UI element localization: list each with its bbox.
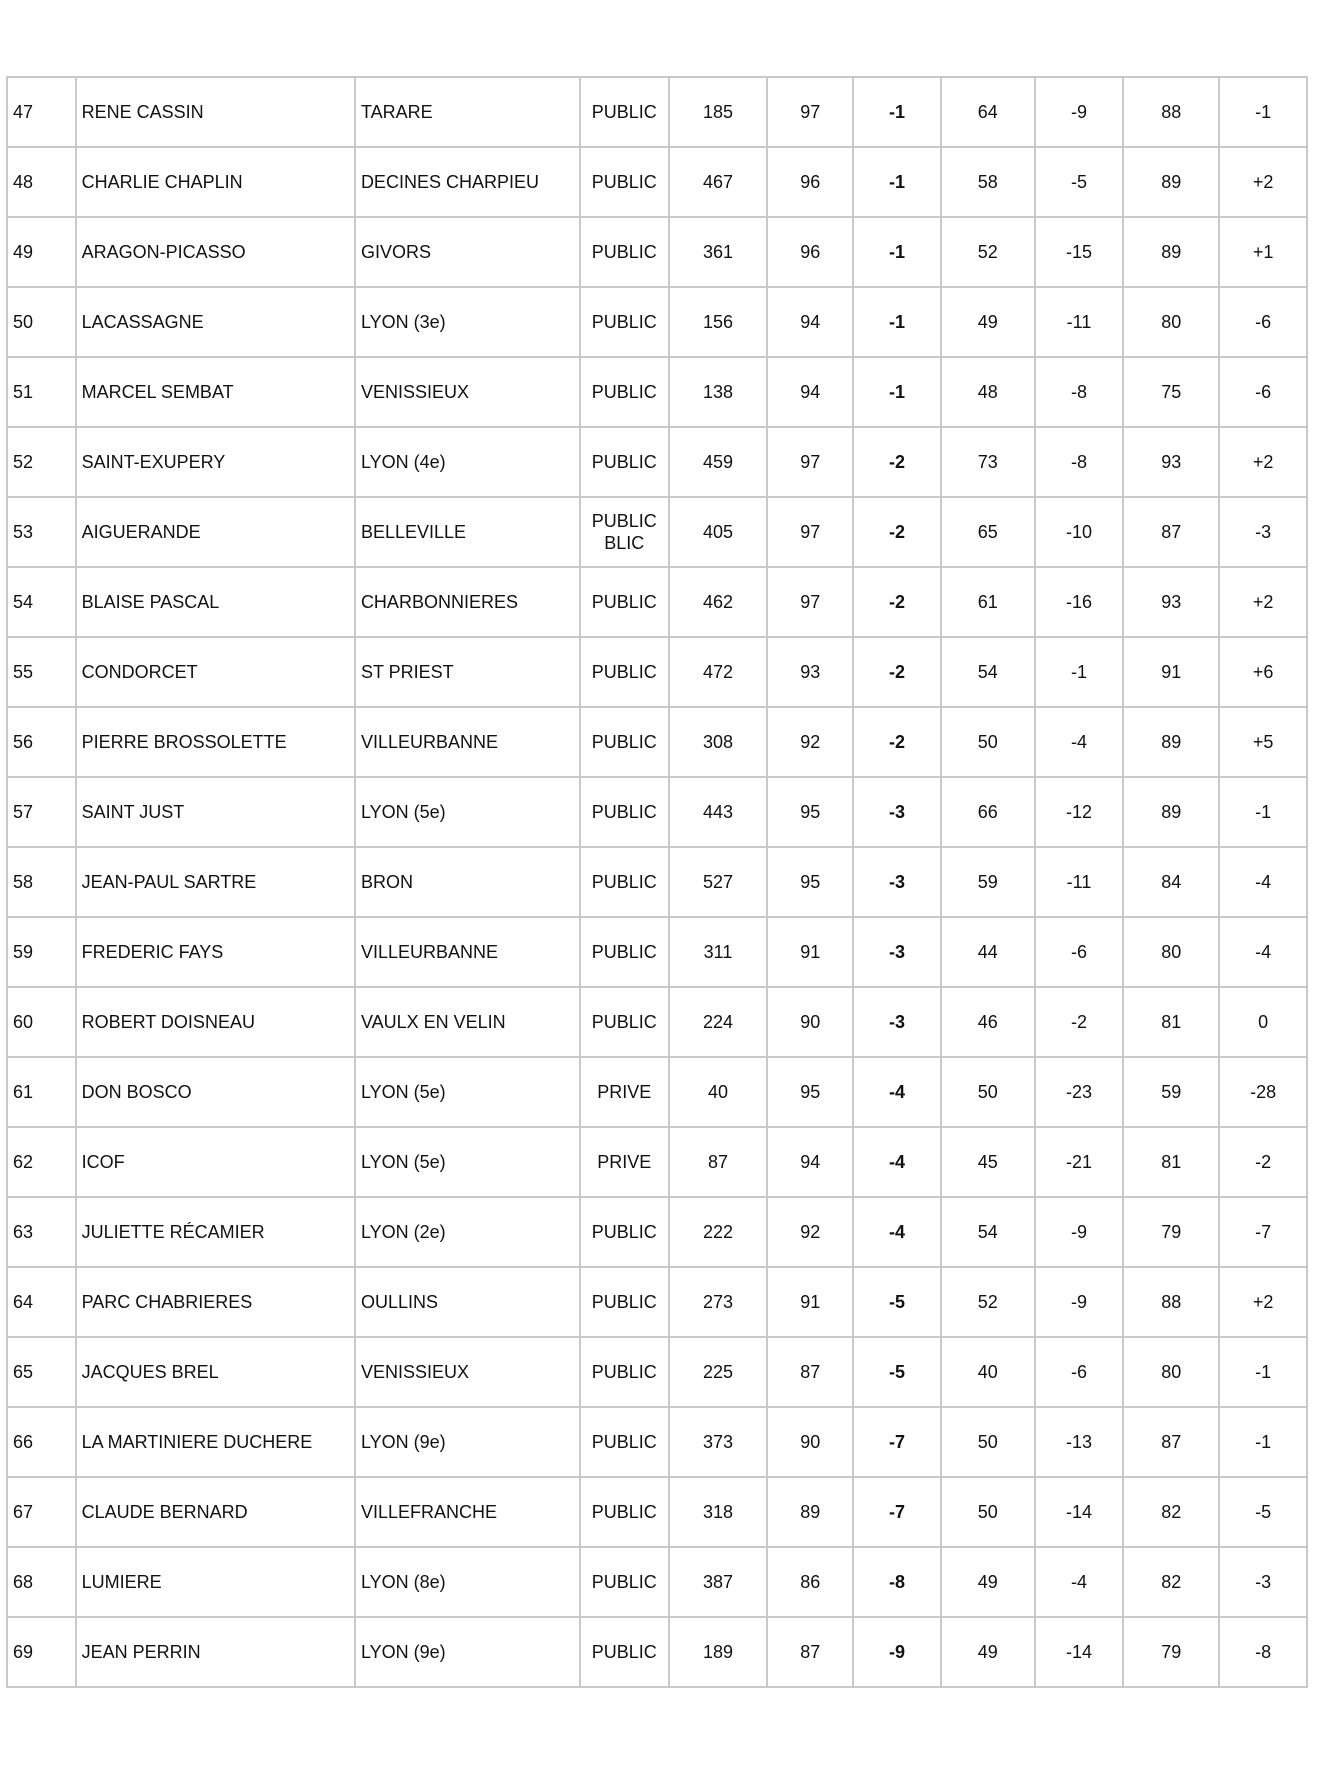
value-cell-2: 93 bbox=[767, 637, 853, 707]
table-row bbox=[7, 147, 1307, 217]
school-name-cell: AIGUERANDE bbox=[76, 497, 355, 567]
value-cell-6: 59 bbox=[1123, 1057, 1219, 1127]
value-cell-3: -1 bbox=[853, 287, 941, 357]
value-cell-7: -8 bbox=[1219, 1617, 1307, 1687]
value-cell-6: 79 bbox=[1123, 1617, 1219, 1687]
rank-cell: 58 bbox=[7, 847, 76, 917]
sector-cell: PUBLIC bbox=[580, 1617, 669, 1687]
value-cell-3: -3 bbox=[853, 847, 941, 917]
value-cell-2: 94 bbox=[767, 357, 853, 427]
value-cell-3: -1 bbox=[853, 357, 941, 427]
value-cell-3: -2 bbox=[853, 427, 941, 497]
value-cell-5: -12 bbox=[1035, 777, 1124, 847]
city-cell: LYON (5e) bbox=[355, 1057, 580, 1127]
value-cell-7: +1 bbox=[1219, 217, 1307, 287]
value-cell-3: -4 bbox=[853, 1057, 941, 1127]
value-cell-1: 87 bbox=[669, 1127, 768, 1197]
value-cell-7: -2 bbox=[1219, 1127, 1307, 1197]
city-cell: DECINES CHARPIEU bbox=[355, 147, 580, 217]
school-name-cell: ROBERT DOISNEAU bbox=[76, 987, 355, 1057]
rank-cell: 68 bbox=[7, 1547, 76, 1617]
rank-cell: 51 bbox=[7, 357, 76, 427]
value-cell-6: 75 bbox=[1123, 357, 1219, 427]
city-cell: VILLEURBANNE bbox=[355, 707, 580, 777]
value-cell-6: 89 bbox=[1123, 707, 1219, 777]
value-cell-1: 527 bbox=[669, 847, 768, 917]
school-name-cell: LACASSAGNE bbox=[76, 287, 355, 357]
value-cell-6: 93 bbox=[1123, 567, 1219, 637]
value-cell-4: 44 bbox=[941, 917, 1035, 987]
value-cell-4: 49 bbox=[941, 287, 1035, 357]
table-row bbox=[7, 1617, 1307, 1687]
value-cell-7: -6 bbox=[1219, 287, 1307, 357]
sector-cell: PUBLIC bbox=[580, 147, 669, 217]
value-cell-5: -4 bbox=[1035, 707, 1124, 777]
value-cell-7: -3 bbox=[1219, 497, 1307, 567]
school-name-cell: DON BOSCO bbox=[76, 1057, 355, 1127]
value-cell-6: 80 bbox=[1123, 917, 1219, 987]
table-row bbox=[7, 847, 1307, 917]
value-cell-1: 373 bbox=[669, 1407, 768, 1477]
value-cell-3: -1 bbox=[853, 147, 941, 217]
value-cell-1: 311 bbox=[669, 917, 768, 987]
rank-cell: 55 bbox=[7, 637, 76, 707]
city-cell: VILLEURBANNE bbox=[355, 917, 580, 987]
sector-cell: PUBLIC bbox=[580, 1267, 669, 1337]
sector-cell: PUBLIC bbox=[580, 427, 669, 497]
rank-cell: 67 bbox=[7, 1477, 76, 1547]
value-cell-5: -6 bbox=[1035, 917, 1124, 987]
value-cell-4: 50 bbox=[941, 707, 1035, 777]
value-cell-5: -14 bbox=[1035, 1617, 1124, 1687]
school-name-cell: SAINT-EXUPERY bbox=[76, 427, 355, 497]
value-cell-5: -10 bbox=[1035, 497, 1124, 567]
value-cell-3: -2 bbox=[853, 707, 941, 777]
value-cell-4: 73 bbox=[941, 427, 1035, 497]
sector-cell: PUBLIC bbox=[580, 567, 669, 637]
value-cell-5: -21 bbox=[1035, 1127, 1124, 1197]
rank-cell: 47 bbox=[7, 77, 76, 147]
ranking-table bbox=[6, 76, 1308, 1688]
table-row bbox=[7, 287, 1307, 357]
sector-cell: PUBLIC bbox=[580, 357, 669, 427]
value-cell-1: 361 bbox=[669, 217, 768, 287]
value-cell-5: -4 bbox=[1035, 1547, 1124, 1617]
sector-cell: PRIVE bbox=[580, 1127, 669, 1197]
city-cell: VAULX EN VELIN bbox=[355, 987, 580, 1057]
school-name-cell: LUMIERE bbox=[76, 1547, 355, 1617]
value-cell-1: 273 bbox=[669, 1267, 768, 1337]
city-cell: LYON (4e) bbox=[355, 427, 580, 497]
value-cell-3: -4 bbox=[853, 1197, 941, 1267]
value-cell-2: 95 bbox=[767, 847, 853, 917]
rank-cell: 60 bbox=[7, 987, 76, 1057]
value-cell-2: 92 bbox=[767, 707, 853, 777]
school-name-cell: CLAUDE BERNARD bbox=[76, 1477, 355, 1547]
sector-cell: PUBLIC bbox=[580, 77, 669, 147]
value-cell-7: -5 bbox=[1219, 1477, 1307, 1547]
value-cell-4: 49 bbox=[941, 1617, 1035, 1687]
value-cell-7: 0 bbox=[1219, 987, 1307, 1057]
value-cell-2: 87 bbox=[767, 1337, 853, 1407]
value-cell-2: 97 bbox=[767, 497, 853, 567]
table-row bbox=[7, 1127, 1307, 1197]
value-cell-4: 45 bbox=[941, 1127, 1035, 1197]
sector-cell: PUBLIC bbox=[580, 707, 669, 777]
value-cell-6: 88 bbox=[1123, 77, 1219, 147]
sector-cell: PUBLIC bbox=[580, 637, 669, 707]
table-row bbox=[7, 707, 1307, 777]
city-cell: LYON (5e) bbox=[355, 777, 580, 847]
table-row bbox=[7, 77, 1307, 147]
value-cell-6: 82 bbox=[1123, 1547, 1219, 1617]
value-cell-1: 467 bbox=[669, 147, 768, 217]
rank-cell: 56 bbox=[7, 707, 76, 777]
school-name-cell: ICOF bbox=[76, 1127, 355, 1197]
city-cell: OULLINS bbox=[355, 1267, 580, 1337]
value-cell-7: +2 bbox=[1219, 567, 1307, 637]
value-cell-1: 462 bbox=[669, 567, 768, 637]
school-name-cell: JACQUES BREL bbox=[76, 1337, 355, 1407]
sector-cell: PUBLIC bbox=[580, 1197, 669, 1267]
sector-cell: PUBLIC bbox=[580, 987, 669, 1057]
value-cell-5: -13 bbox=[1035, 1407, 1124, 1477]
city-cell: LYON (8e) bbox=[355, 1547, 580, 1617]
value-cell-6: 87 bbox=[1123, 497, 1219, 567]
value-cell-1: 443 bbox=[669, 777, 768, 847]
value-cell-3: -2 bbox=[853, 637, 941, 707]
rank-cell: 66 bbox=[7, 1407, 76, 1477]
value-cell-7: -7 bbox=[1219, 1197, 1307, 1267]
value-cell-3: -2 bbox=[853, 497, 941, 567]
value-cell-1: 189 bbox=[669, 1617, 768, 1687]
value-cell-2: 87 bbox=[767, 1617, 853, 1687]
value-cell-5: -2 bbox=[1035, 987, 1124, 1057]
sector-cell: PUBLIC bbox=[580, 1547, 669, 1617]
value-cell-7: +6 bbox=[1219, 637, 1307, 707]
value-cell-2: 86 bbox=[767, 1547, 853, 1617]
value-cell-7: -1 bbox=[1219, 777, 1307, 847]
school-name-cell: CHARLIE CHAPLIN bbox=[76, 147, 355, 217]
table-row bbox=[7, 357, 1307, 427]
value-cell-4: 65 bbox=[941, 497, 1035, 567]
city-cell: VENISSIEUX bbox=[355, 357, 580, 427]
city-cell: GIVORS bbox=[355, 217, 580, 287]
school-name-cell: FREDERIC FAYS bbox=[76, 917, 355, 987]
value-cell-6: 87 bbox=[1123, 1407, 1219, 1477]
value-cell-5: -11 bbox=[1035, 287, 1124, 357]
value-cell-1: 308 bbox=[669, 707, 768, 777]
table-row bbox=[7, 1547, 1307, 1617]
value-cell-4: 54 bbox=[941, 1197, 1035, 1267]
sector-cell: PUBLIC bbox=[580, 1477, 669, 1547]
value-cell-1: 405 bbox=[669, 497, 768, 567]
value-cell-3: -3 bbox=[853, 987, 941, 1057]
value-cell-5: -9 bbox=[1035, 1197, 1124, 1267]
city-cell: VILLEFRANCHE bbox=[355, 1477, 580, 1547]
value-cell-2: 95 bbox=[767, 777, 853, 847]
value-cell-2: 97 bbox=[767, 427, 853, 497]
table-body bbox=[7, 77, 1307, 1687]
value-cell-7: +2 bbox=[1219, 147, 1307, 217]
sector-cell: PUBLIC bbox=[580, 1407, 669, 1477]
value-cell-7: +2 bbox=[1219, 427, 1307, 497]
value-cell-5: -15 bbox=[1035, 217, 1124, 287]
value-cell-7: -4 bbox=[1219, 847, 1307, 917]
value-cell-4: 50 bbox=[941, 1407, 1035, 1477]
school-name-cell: ARAGON-PICASSO bbox=[76, 217, 355, 287]
rank-cell: 59 bbox=[7, 917, 76, 987]
city-cell: TARARE bbox=[355, 77, 580, 147]
value-cell-2: 91 bbox=[767, 1267, 853, 1337]
value-cell-4: 50 bbox=[941, 1057, 1035, 1127]
value-cell-7: -3 bbox=[1219, 1547, 1307, 1617]
school-name-cell: LA MARTINIERE DUCHERE bbox=[76, 1407, 355, 1477]
school-name-cell: BLAISE PASCAL bbox=[76, 567, 355, 637]
value-cell-3: -5 bbox=[853, 1267, 941, 1337]
city-cell: ST PRIEST bbox=[355, 637, 580, 707]
rank-cell: 50 bbox=[7, 287, 76, 357]
rank-cell: 54 bbox=[7, 567, 76, 637]
value-cell-6: 80 bbox=[1123, 1337, 1219, 1407]
value-cell-7: -6 bbox=[1219, 357, 1307, 427]
value-cell-5: -23 bbox=[1035, 1057, 1124, 1127]
value-cell-1: 40 bbox=[669, 1057, 768, 1127]
rank-cell: 62 bbox=[7, 1127, 76, 1197]
rank-cell: 52 bbox=[7, 427, 76, 497]
value-cell-4: 49 bbox=[941, 1547, 1035, 1617]
value-cell-1: 138 bbox=[669, 357, 768, 427]
school-name-cell: PIERRE BROSSOLETTE bbox=[76, 707, 355, 777]
value-cell-7: +2 bbox=[1219, 1267, 1307, 1337]
city-cell: BELLEVILLE bbox=[355, 497, 580, 567]
rank-cell: 48 bbox=[7, 147, 76, 217]
value-cell-1: 472 bbox=[669, 637, 768, 707]
value-cell-4: 40 bbox=[941, 1337, 1035, 1407]
value-cell-4: 52 bbox=[941, 1267, 1035, 1337]
value-cell-1: 387 bbox=[669, 1547, 768, 1617]
value-cell-2: 94 bbox=[767, 287, 853, 357]
value-cell-4: 54 bbox=[941, 637, 1035, 707]
rank-cell: 64 bbox=[7, 1267, 76, 1337]
city-cell: BRON bbox=[355, 847, 580, 917]
value-cell-2: 94 bbox=[767, 1127, 853, 1197]
value-cell-4: 64 bbox=[941, 77, 1035, 147]
value-cell-6: 91 bbox=[1123, 637, 1219, 707]
table-row bbox=[7, 1197, 1307, 1267]
sector-cell: PUBLIC BLIC bbox=[580, 497, 669, 567]
value-cell-5: -1 bbox=[1035, 637, 1124, 707]
value-cell-1: 225 bbox=[669, 1337, 768, 1407]
value-cell-3: -1 bbox=[853, 77, 941, 147]
sector-cell: PUBLIC bbox=[580, 917, 669, 987]
school-name-cell: SAINT JUST bbox=[76, 777, 355, 847]
table-row bbox=[7, 1267, 1307, 1337]
value-cell-1: 222 bbox=[669, 1197, 768, 1267]
value-cell-2: 95 bbox=[767, 1057, 853, 1127]
value-cell-3: -8 bbox=[853, 1547, 941, 1617]
rank-cell: 65 bbox=[7, 1337, 76, 1407]
value-cell-2: 96 bbox=[767, 147, 853, 217]
value-cell-6: 82 bbox=[1123, 1477, 1219, 1547]
table-row bbox=[7, 567, 1307, 637]
value-cell-2: 90 bbox=[767, 1407, 853, 1477]
table-row bbox=[7, 1407, 1307, 1477]
ranking-table-container bbox=[6, 76, 1308, 1688]
school-name-cell: JEAN-PAUL SARTRE bbox=[76, 847, 355, 917]
value-cell-5: -9 bbox=[1035, 1267, 1124, 1337]
value-cell-2: 91 bbox=[767, 917, 853, 987]
city-cell: VENISSIEUX bbox=[355, 1337, 580, 1407]
rank-cell: 53 bbox=[7, 497, 76, 567]
value-cell-6: 79 bbox=[1123, 1197, 1219, 1267]
sector-cell: PUBLIC bbox=[580, 287, 669, 357]
value-cell-4: 52 bbox=[941, 217, 1035, 287]
value-cell-5: -8 bbox=[1035, 357, 1124, 427]
rank-cell: 69 bbox=[7, 1617, 76, 1687]
table-row bbox=[7, 637, 1307, 707]
city-cell: LYON (9e) bbox=[355, 1617, 580, 1687]
rank-cell: 49 bbox=[7, 217, 76, 287]
value-cell-3: -4 bbox=[853, 1127, 941, 1197]
value-cell-4: 46 bbox=[941, 987, 1035, 1057]
value-cell-6: 89 bbox=[1123, 147, 1219, 217]
value-cell-1: 224 bbox=[669, 987, 768, 1057]
value-cell-2: 96 bbox=[767, 217, 853, 287]
value-cell-3: -7 bbox=[853, 1477, 941, 1547]
table-row bbox=[7, 987, 1307, 1057]
rank-cell: 57 bbox=[7, 777, 76, 847]
sector-cell: PRIVE bbox=[580, 1057, 669, 1127]
value-cell-4: 48 bbox=[941, 357, 1035, 427]
rank-cell: 63 bbox=[7, 1197, 76, 1267]
value-cell-2: 89 bbox=[767, 1477, 853, 1547]
value-cell-2: 97 bbox=[767, 77, 853, 147]
value-cell-5: -6 bbox=[1035, 1337, 1124, 1407]
value-cell-3: -9 bbox=[853, 1617, 941, 1687]
table-row bbox=[7, 1337, 1307, 1407]
school-name-cell: JULIETTE RÉCAMIER bbox=[76, 1197, 355, 1267]
value-cell-4: 58 bbox=[941, 147, 1035, 217]
value-cell-7: -1 bbox=[1219, 1407, 1307, 1477]
value-cell-5: -8 bbox=[1035, 427, 1124, 497]
table-row bbox=[7, 427, 1307, 497]
value-cell-2: 90 bbox=[767, 987, 853, 1057]
value-cell-1: 459 bbox=[669, 427, 768, 497]
school-name-cell: PARC CHABRIERES bbox=[76, 1267, 355, 1337]
rank-cell: 61 bbox=[7, 1057, 76, 1127]
value-cell-3: -2 bbox=[853, 567, 941, 637]
value-cell-3: -3 bbox=[853, 777, 941, 847]
value-cell-2: 92 bbox=[767, 1197, 853, 1267]
value-cell-5: -14 bbox=[1035, 1477, 1124, 1547]
value-cell-5: -11 bbox=[1035, 847, 1124, 917]
city-cell: LYON (9e) bbox=[355, 1407, 580, 1477]
value-cell-3: -5 bbox=[853, 1337, 941, 1407]
value-cell-6: 93 bbox=[1123, 427, 1219, 497]
value-cell-4: 61 bbox=[941, 567, 1035, 637]
value-cell-4: 50 bbox=[941, 1477, 1035, 1547]
sector-cell: PUBLIC bbox=[580, 777, 669, 847]
sector-cell: PUBLIC bbox=[580, 217, 669, 287]
table-row bbox=[7, 1057, 1307, 1127]
school-name-cell: RENE CASSIN bbox=[76, 77, 355, 147]
city-cell: LYON (5e) bbox=[355, 1127, 580, 1197]
city-cell: LYON (3e) bbox=[355, 287, 580, 357]
value-cell-7: -1 bbox=[1219, 77, 1307, 147]
value-cell-1: 318 bbox=[669, 1477, 768, 1547]
value-cell-6: 89 bbox=[1123, 777, 1219, 847]
sector-cell: PUBLIC bbox=[580, 847, 669, 917]
value-cell-4: 66 bbox=[941, 777, 1035, 847]
value-cell-6: 80 bbox=[1123, 287, 1219, 357]
school-name-cell: MARCEL SEMBAT bbox=[76, 357, 355, 427]
school-name-cell: CONDORCET bbox=[76, 637, 355, 707]
value-cell-5: -5 bbox=[1035, 147, 1124, 217]
value-cell-7: -1 bbox=[1219, 1337, 1307, 1407]
value-cell-3: -7 bbox=[853, 1407, 941, 1477]
value-cell-2: 97 bbox=[767, 567, 853, 637]
value-cell-7: +5 bbox=[1219, 707, 1307, 777]
table-row bbox=[7, 1477, 1307, 1547]
table-row bbox=[7, 777, 1307, 847]
value-cell-5: -9 bbox=[1035, 77, 1124, 147]
value-cell-6: 84 bbox=[1123, 847, 1219, 917]
value-cell-1: 185 bbox=[669, 77, 768, 147]
value-cell-5: -16 bbox=[1035, 567, 1124, 637]
city-cell: CHARBONNIERES bbox=[355, 567, 580, 637]
sector-cell: PUBLIC bbox=[580, 1337, 669, 1407]
value-cell-3: -3 bbox=[853, 917, 941, 987]
city-cell: LYON (2e) bbox=[355, 1197, 580, 1267]
value-cell-6: 81 bbox=[1123, 1127, 1219, 1197]
value-cell-7: -28 bbox=[1219, 1057, 1307, 1127]
value-cell-3: -1 bbox=[853, 217, 941, 287]
table-row bbox=[7, 497, 1307, 567]
value-cell-7: -4 bbox=[1219, 917, 1307, 987]
value-cell-6: 88 bbox=[1123, 1267, 1219, 1337]
school-name-cell: JEAN PERRIN bbox=[76, 1617, 355, 1687]
value-cell-1: 156 bbox=[669, 287, 768, 357]
value-cell-6: 89 bbox=[1123, 217, 1219, 287]
value-cell-6: 81 bbox=[1123, 987, 1219, 1057]
table-row bbox=[7, 917, 1307, 987]
table-row bbox=[7, 217, 1307, 287]
value-cell-4: 59 bbox=[941, 847, 1035, 917]
